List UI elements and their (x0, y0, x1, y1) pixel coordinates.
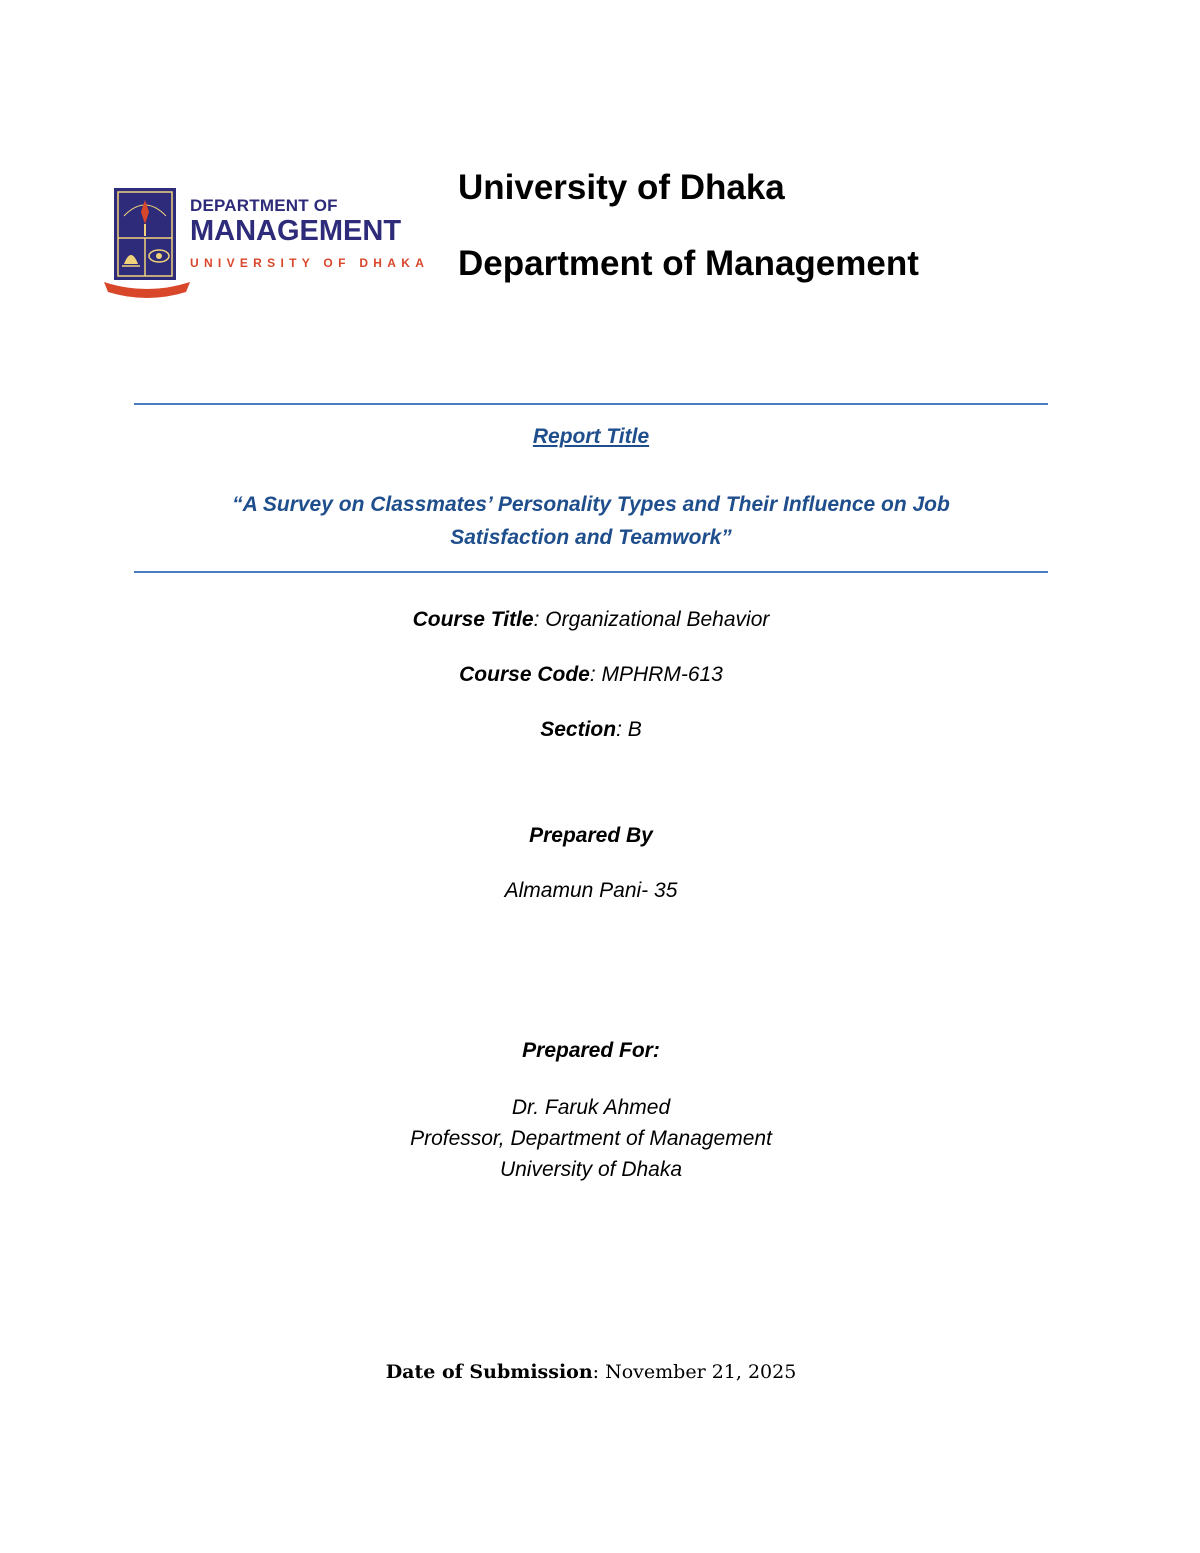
department-logo (102, 186, 430, 298)
course-code-value: MPHRM-613 (601, 663, 723, 686)
prepared-for-label: Prepared For: (522, 1039, 660, 1062)
section-label: Section (540, 718, 617, 741)
university-crest-icon (102, 186, 192, 298)
course-title-row: Course Title: Organizational Behavior (412, 608, 770, 631)
prepared-by-name: Almamun Pani- 35 (504, 879, 678, 902)
section-row: Section: B (540, 718, 642, 741)
course-code-row: Course Code: MPHRM-613 (459, 663, 723, 686)
course-title-label: Course Title (412, 608, 534, 631)
submission-date-row: Date of Submission: November 21, 2025 (385, 1361, 797, 1383)
prepared-by-label: Prepared By (529, 824, 653, 847)
logo-text-management: MANAGEMENT (190, 215, 402, 247)
submission-date-label: Date of Submission (385, 1361, 593, 1383)
prepared-for-details (134, 1092, 1048, 1185)
prepared-for-institution: University of Dhaka (499, 1158, 683, 1181)
report-title-label: Report Title (532, 425, 650, 448)
divider-top (134, 403, 1048, 405)
section-value: B (627, 718, 642, 741)
course-title-value: Organizational Behavior (545, 608, 770, 631)
university-name-heading: University of Dhaka (458, 168, 785, 207)
course-code-label: Course Code (459, 663, 590, 686)
logo-text-department-of: DEPARTMENT OF (190, 196, 338, 215)
logo-text-university-of-dhaka: UNIVERSITY OF DHAKA (190, 256, 430, 270)
report-title-line-1: “A Survey on Classmates’ Personality Types and Their Influence on Job (232, 493, 950, 516)
divider-bottom (134, 571, 1048, 573)
report-title-line-2: Satisfaction and Teamwork” (450, 526, 732, 549)
department-name-heading: Department of Management (458, 244, 919, 283)
submission-date-value: November 21, 2025 (605, 1361, 797, 1383)
prepared-for-position: Professor, Department of Management (410, 1127, 772, 1150)
report-title (134, 488, 1048, 554)
prepared-for-name: Dr. Faruk Ahmed (511, 1096, 671, 1119)
